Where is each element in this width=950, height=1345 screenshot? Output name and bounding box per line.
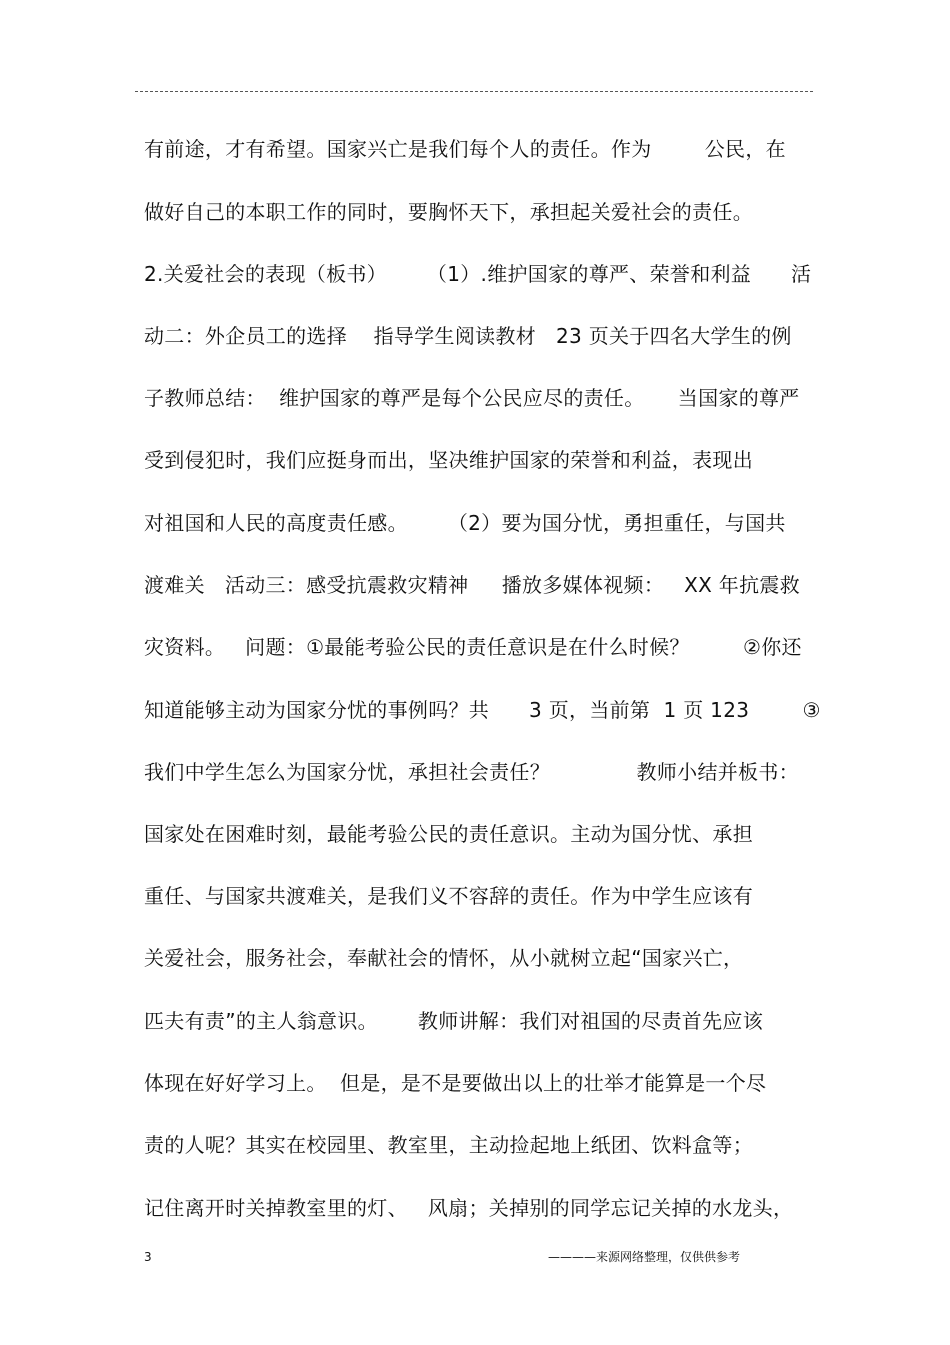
text-line: 子教师总结： 维护国家的尊严是每个公民应尽的责任。 当国家的尊严: [144, 386, 800, 410]
text-line: 国家处在困难时刻，最能考验公民的责任意识。主动为国分忧、承担: [144, 822, 753, 846]
text-line: 渡难关 活动三：感受抗震救灾精神 播放多媒体视频： XX 年抗震救: [144, 573, 800, 597]
text-line: 做好自己的本职工作的同时，要胸怀天下，承担起关爱社会的责任。: [144, 200, 753, 224]
text-line: 关爱社会，服务社会，奉献社会的情怀，从小就树立起“国家兴亡，: [144, 946, 744, 970]
header-dashed-rule: [135, 91, 813, 92]
page-number: 3: [144, 1250, 152, 1264]
text-line: 动二：外企员工的选择 指导学生阅读教材 23 页关于四名大学生的例: [144, 324, 792, 348]
text-line: 知道能够主动为国家分忧的事例吗？共 3 页，当前第 1 页 123 ③: [144, 698, 821, 722]
text-line: 记住离开时关掉教室里的灯、 风扇；关掉别的同学忘记关掉的水龙头，: [144, 1196, 794, 1220]
text-line: 2.关爱社会的表现（板书） （1）.维护国家的尊严、荣誉和利益 活: [144, 262, 812, 286]
text-line: 体现在好好学习上。 但是，是不是要做出以上的壮举才能算是一个尽: [144, 1071, 767, 1095]
text-line: 重任、与国家共渡难关，是我们义不容辞的责任。作为中学生应该有: [144, 884, 753, 908]
text-line: 责的人呢？其实在校园里、教室里，主动捡起地上纸团、饮料盒等；: [144, 1133, 753, 1157]
text-line: 灾资料。 问题：①最能考验公民的责任意识是在什么时候？ ②你还: [144, 635, 802, 659]
footer-source-note: ————来源网络整理，仅供供参考: [548, 1250, 741, 1264]
text-line: 对祖国和人民的高度责任感。 （2）要为国分忧，勇担重任，与国共: [144, 511, 786, 535]
text-line: 受到侵犯时，我们应挺身而出，坚决维护国家的荣誉和利益，表现出: [144, 448, 753, 472]
text-line: 有前途，才有希望。国家兴亡是我们每个人的责任。作为 公民，在: [144, 137, 786, 161]
text-line: 我们中学生怎么为国家分忧，承担社会责任？ 教师小结并板书：: [144, 760, 799, 784]
text-line: 匹夫有责”的主人翁意识。 教师讲解：我们对祖国的尽责首先应该: [144, 1009, 764, 1033]
